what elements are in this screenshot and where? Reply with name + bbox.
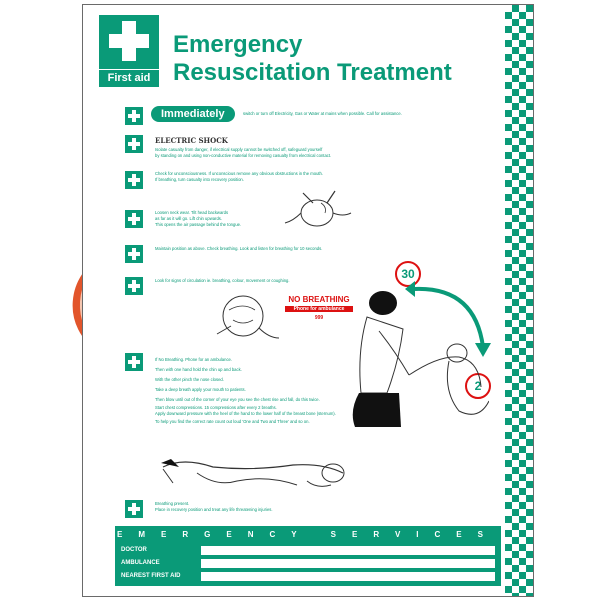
- title-line-2: Resuscitation Treatment: [173, 59, 452, 86]
- step-text: Check for unconsciousness. If unconscious remove any obvious obstructions in the mouth. If breathing, turn casualty into recovery position.: [155, 171, 324, 182]
- immediately-pill: Immediately: [151, 106, 235, 122]
- recovery-position-illustration: [157, 451, 357, 501]
- step-cross-icon: [125, 135, 143, 153]
- first-aid-cross-icon: [109, 21, 149, 61]
- breaths-count: 2: [465, 373, 491, 399]
- step-cross-icon: [125, 107, 143, 125]
- step-text: Breathing present. Place in recovery position and treat any life threatening injuries.: [155, 501, 273, 512]
- cpr-rescuer-illustration: [339, 281, 489, 431]
- nearest-first-aid-field: [201, 572, 495, 581]
- first-aid-logo: [99, 15, 159, 87]
- step-text: Maintain position as above. Check breathing. Look and listen for breathing for 10 seconds.: [155, 246, 323, 251]
- poster-title: [173, 31, 493, 87]
- nearest-first-aid-label: NEAREST FIRST AID: [121, 573, 181, 579]
- checkered-border: [505, 5, 533, 596]
- first-aid-poster: [82, 4, 534, 597]
- no-breathing-label: NO BREATHING Phone for ambulance 999: [279, 295, 359, 321]
- step-cross-icon: [125, 171, 143, 189]
- phone-ambulance-banner: Phone for ambulance: [285, 306, 353, 312]
- step-text: If No Breathing. Phone for an ambulance. Then with one hand hold the chin up and back. With the other pinch the nose closed. Take a deep breath apply your mouth to patients. Then blow until out of the corner of your eye you see the chest rise and fall, do this twice. Start chest compressions. 15 compressions after every 2 breaths. Apply downward pressure with the heel of the hand to the lower half of the breast bone (sternum). To help you find the correct rate count out loud 'One and Two and Three' and so on.: [155, 357, 336, 424]
- step-cross-icon: [125, 277, 143, 295]
- emergency-services-box: [115, 526, 501, 586]
- first-aid-label: First aid: [99, 69, 159, 84]
- step-text: Loosen neck wear. Tilt head backwards as far as it will go. Lift chin upwards. This opens the air passage behind the tongue.: [155, 210, 242, 227]
- step-cross-icon: [125, 245, 143, 263]
- step-text: Look for signs of circulation ie. breathing, colour, movement or coughing.: [155, 278, 290, 283]
- emergency-services-heading: EMERGENCY SERVICES: [117, 530, 499, 539]
- doctor-field: [201, 546, 495, 555]
- step-cross-icon: [125, 353, 143, 371]
- emergency-number: 999: [314, 315, 324, 321]
- ambulance-field: [201, 559, 495, 568]
- airway-illustration: [215, 290, 285, 346]
- step-cross-icon: [125, 500, 143, 518]
- compressions-count: 30: [395, 261, 421, 287]
- head-tilt-illustration: [273, 183, 353, 239]
- immediately-note: switch or turn off Electricity, Gas or Water at mains when possible. Call for assistance.: [243, 111, 402, 116]
- electric-shock-heading: ELECTRIC SHOCK: [155, 136, 228, 145]
- ambulance-label: AMBULANCE: [121, 560, 160, 566]
- doctor-label: DOCTOR: [121, 547, 147, 553]
- title-line-1: Emergency: [173, 31, 303, 58]
- step-cross-icon: [125, 210, 143, 228]
- electric-shock-text: Isolate casualty from danger, if electrical supply cannot be switched off, safeguard yourself by standing on and using non-conductive material for removing casualty from electrical contact.: [155, 147, 332, 158]
